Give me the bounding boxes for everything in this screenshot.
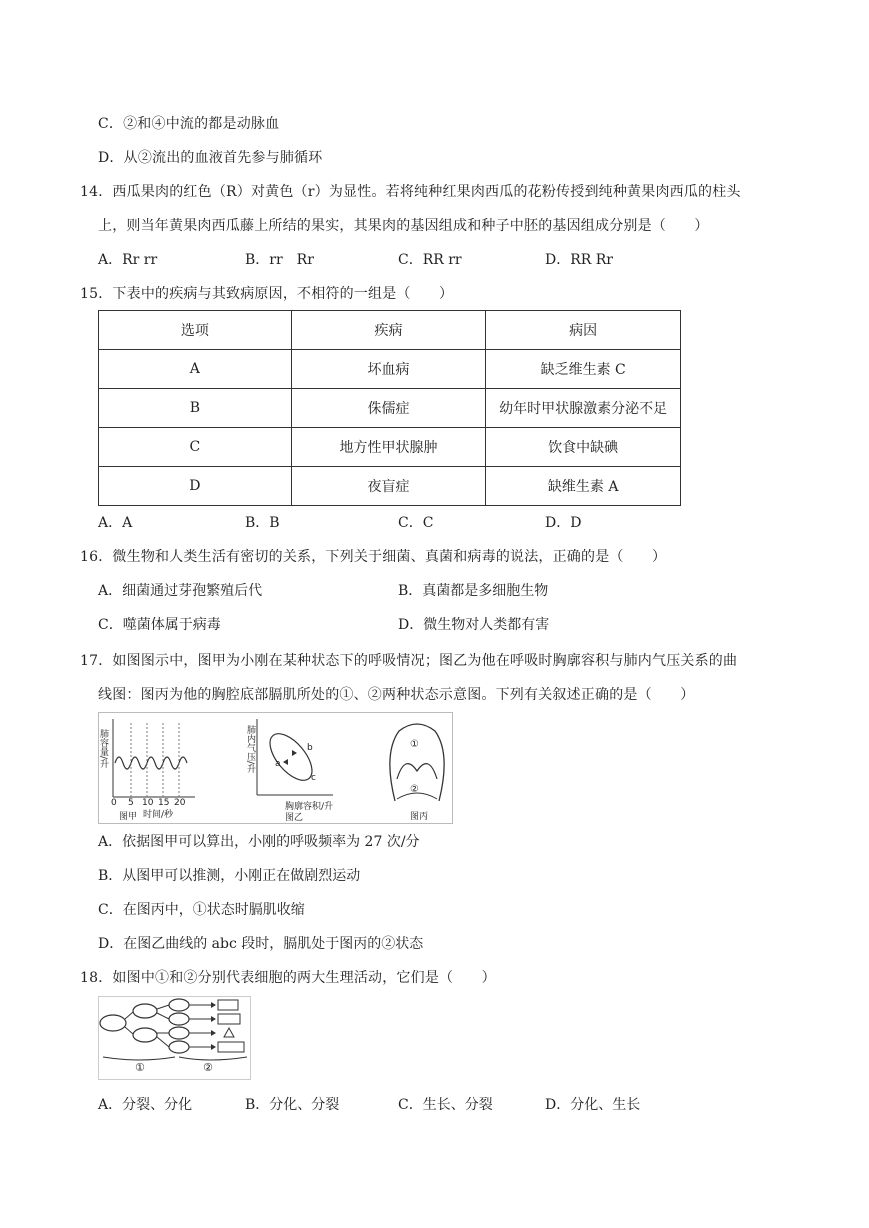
q13-option-c: C．②和④中流的都是动脉血 (98, 116, 280, 132)
table-cell: 缺维生素 A (486, 467, 681, 506)
q18-mark-2: ② (203, 1061, 213, 1074)
q14-option-b: B．rr Rr (245, 252, 314, 268)
table-row (99, 389, 681, 428)
q17-stem-line2: 线图：图丙为他的胸腔底部膈肌所处的①、②两种状态示意图。下列有关叙述正确的是（ ） (98, 687, 695, 703)
q18-mark-1: ① (135, 1061, 145, 1074)
fig-jia-ylabel: 肺容量/升 (98, 729, 108, 769)
q15-option-b: B．B (245, 515, 280, 531)
fig-bing-mark-1: ① (410, 739, 419, 750)
table-header-cell: 选项 (99, 311, 292, 350)
table-cell: 夜盲症 (291, 467, 486, 506)
q18-figure-svg (99, 997, 250, 1079)
fig-jia-xlabel: 时间/秒 (143, 810, 174, 820)
q18-option-a: A．分裂、分化 (98, 1097, 193, 1113)
table-row (99, 428, 681, 467)
q17-figure (98, 712, 453, 824)
q16-option-a: A．细菌通过芽孢繁殖后代 (98, 583, 263, 599)
table-header-row (99, 311, 681, 350)
table-cell: D (99, 467, 292, 506)
table-header-cell: 疾病 (291, 311, 486, 350)
q14-option-d: D．RR Rr (545, 252, 613, 268)
q16-stem: 16．微生物和人类生活有密切的关系，下列关于细菌、真菌和病毒的说法，正确的是（ ） (80, 549, 667, 565)
table-cell: C (99, 428, 292, 467)
fig-jia-graph (113, 719, 195, 797)
q15-option-d: D．D (545, 515, 582, 531)
q14-stem-line2: 上，则当年黄果肉西瓜藤上所结的果实，其果肉的基因组成和种子中胚的基因组成分别是（ ） (98, 218, 709, 234)
q14-stem-line1: 14．西瓜果肉的红色（R）对黄色（r）为显性。若将纯种红果肉西瓜的花粉传授到纯种黄果肉西瓜的柱头 (80, 184, 741, 200)
q16-option-b: B．真菌都是多细胞生物 (398, 583, 549, 599)
q15-disease-table (98, 310, 681, 506)
q18-option-c: C．生长、分裂 (398, 1097, 493, 1113)
q15-stem: 15．下表中的疾病与其致病原因，不相符的一组是（ ） (80, 286, 454, 302)
fig-bing-caption: 图丙 (410, 812, 429, 822)
q15-option-c: C．C (398, 515, 434, 531)
table-cell: B (99, 389, 292, 428)
q16-option-c: C．噬菌体属于病毒 (98, 617, 221, 633)
table-header-cell: 病因 (486, 311, 681, 350)
fig-yi-point-a: a (275, 759, 281, 769)
table-cell: 幼年时甲状腺激素分泌不足 (486, 389, 681, 428)
table-cell: 地方性甲状腺肿 (291, 428, 486, 467)
fig-jia-tick: 5 (128, 798, 134, 808)
q17-option-c: C．在图丙中，①状态时膈肌收缩 (98, 902, 305, 918)
fig-jia-tick: 15 (158, 798, 170, 808)
table-row (99, 350, 681, 389)
table-cell: 饮食中缺碘 (486, 428, 681, 467)
q14-option-c: C．RR rr (398, 252, 462, 268)
q18-figure (98, 996, 251, 1080)
fig-yi-caption: 图乙 (285, 813, 304, 823)
fig-yi-ylabel: 肺内气压/升 (245, 725, 255, 774)
q18-stem: 18．如图中①和②分别代表细胞的两大生理活动，它们是（ ） (80, 970, 496, 986)
table-cell: A (99, 350, 292, 389)
fig-yi-point-b: b (307, 743, 313, 753)
q18-option-d: D．分化、生长 (545, 1097, 641, 1113)
table-cell: 缺乏维生素 C (486, 350, 681, 389)
q14-option-a: A．Rr rr (98, 252, 158, 268)
q16-option-d: D．微生物对人类都有害 (398, 617, 550, 633)
fig-jia-tick: 10 (142, 798, 154, 808)
q17-option-b: B．从图甲可以推测，小刚正在做剧烈运动 (98, 868, 361, 884)
q18-option-b: B．分化、分裂 (245, 1097, 340, 1113)
fig-yi-xlabel: 胸廓容积/升 (285, 802, 334, 812)
q17-option-d: D．在图乙曲线的 abc 段时，膈肌处于图丙的②状态 (98, 936, 424, 952)
fig-yi-graph (257, 719, 333, 795)
q17-stem-line1: 17．如图图示中，图甲为小刚在某种状态下的呼吸情况；图乙为他在呼吸时胸廓容积与肺内气压关系的曲 (80, 653, 738, 669)
fig-bing-mark-2: ② (410, 784, 419, 795)
table-cell: 侏儒症 (291, 389, 486, 428)
fig-yi-point-c: c (311, 773, 316, 783)
q15-option-a: A．A (98, 515, 133, 531)
table-cell: 坏血病 (291, 350, 486, 389)
table-row (99, 467, 681, 506)
fig-jia-caption: 图甲 (119, 812, 138, 822)
q13-option-d: D．从②流出的血液首先参与肺循环 (98, 150, 323, 166)
q17-option-a: A．依据图甲可以算出，小刚的呼吸频率为 27 次/分 (98, 834, 420, 850)
fig-jia-tick: 0 (111, 798, 117, 808)
fig-jia-tick: 20 (174, 798, 186, 808)
